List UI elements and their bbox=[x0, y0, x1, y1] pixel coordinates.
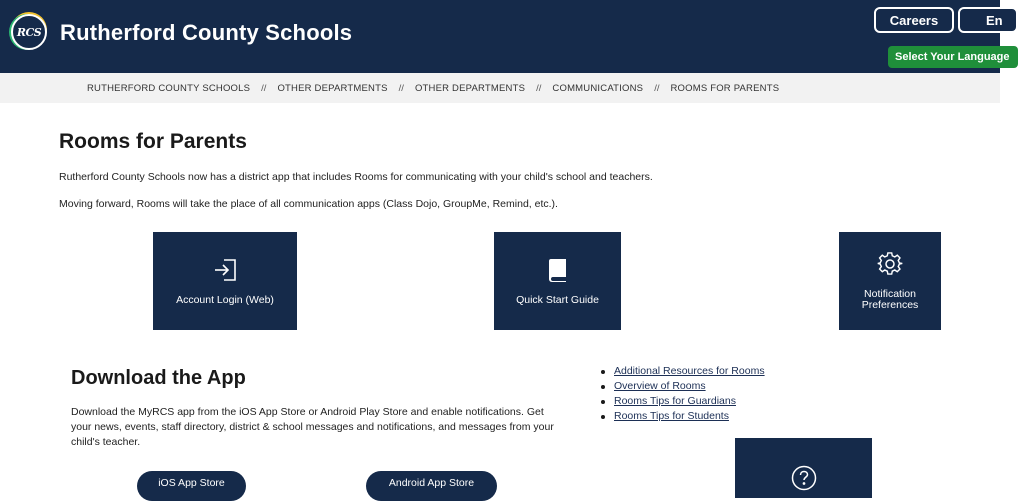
english-button-label: En bbox=[986, 12, 1003, 28]
android-app-store-button[interactable]: Android App Store bbox=[366, 471, 497, 501]
breadcrumb-item-other-departments-2[interactable]: OTHER DEPARTMENTS bbox=[414, 82, 526, 94]
account-login-label: Account Login (Web) bbox=[176, 293, 274, 306]
help-tile[interactable] bbox=[735, 438, 872, 498]
notification-preferences-label-line1: Notification bbox=[864, 288, 916, 300]
site-header bbox=[0, 0, 1010, 73]
page-title: Rooms for Parents bbox=[59, 130, 247, 153]
breadcrumb-item-rooms-for-parents: ROOMS FOR PARENTS bbox=[670, 82, 780, 94]
quick-start-guide-label: Quick Start Guide bbox=[516, 293, 599, 306]
breadcrumb-separator: // bbox=[261, 82, 267, 94]
tips-for-guardians-link[interactable]: Rooms Tips for Guardians bbox=[614, 395, 736, 407]
english-button[interactable] bbox=[958, 7, 1018, 33]
list-item bbox=[600, 364, 765, 379]
tips-for-students-link[interactable]: Rooms Tips for Students bbox=[614, 410, 729, 422]
careers-button[interactable]: Careers bbox=[874, 7, 954, 33]
additional-resources-link[interactable]: Additional Resources for Rooms bbox=[614, 365, 765, 377]
download-app-title: Download the App bbox=[71, 367, 246, 389]
site-name[interactable]: Rutherford County Schools bbox=[60, 20, 353, 45]
breadcrumb-item-communications[interactable]: COMMUNICATIONS bbox=[552, 82, 644, 94]
account-login-tile[interactable] bbox=[153, 232, 297, 330]
overview-of-rooms-link[interactable]: Overview of Rooms bbox=[614, 380, 706, 392]
resource-links-list bbox=[600, 364, 765, 424]
breadcrumb-separator: // bbox=[536, 82, 542, 94]
download-app-text: Download the MyRCS app from the iOS App Store or Android Play Store and enable notifications. Get your news, events, staff directory, district & school messages and notifications, and messages from your child's teacher. bbox=[71, 406, 554, 448]
login-icon bbox=[212, 257, 238, 283]
breadcrumb-item-other-departments[interactable]: OTHER DEPARTMENTS bbox=[277, 82, 388, 94]
question-icon bbox=[791, 465, 817, 491]
list-item bbox=[600, 394, 765, 409]
breadcrumb-separator: // bbox=[654, 82, 660, 94]
logo-text: RCS bbox=[16, 25, 42, 39]
gear-icon bbox=[877, 251, 903, 277]
intro-paragraph-1: Rutherford County Schools now has a district app that includes Rooms for communicating with your child's school and teachers. bbox=[59, 171, 653, 183]
district-logo[interactable] bbox=[11, 14, 47, 50]
list-item bbox=[600, 379, 765, 394]
intro-paragraph-2: Moving forward, Rooms will take the place of all communication apps (Class Dojo, GroupMe, Remind, etc.). bbox=[59, 198, 558, 210]
book-icon bbox=[547, 257, 569, 283]
notification-preferences-label-line2: Preferences bbox=[861, 299, 919, 311]
ios-app-store-button[interactable]: iOS App Store bbox=[137, 471, 246, 501]
select-language-button[interactable]: Select Your Language bbox=[888, 46, 1018, 68]
breadcrumb bbox=[0, 73, 1000, 103]
notification-preferences-tile[interactable] bbox=[839, 232, 941, 330]
quick-start-guide-tile[interactable] bbox=[494, 232, 621, 330]
breadcrumb-item-rutherford-county-schools[interactable]: RUTHERFORD COUNTY SCHOOLS bbox=[87, 82, 251, 94]
breadcrumb-separator: // bbox=[398, 82, 404, 94]
list-item bbox=[600, 409, 765, 424]
notification-preferences-label bbox=[862, 289, 919, 311]
